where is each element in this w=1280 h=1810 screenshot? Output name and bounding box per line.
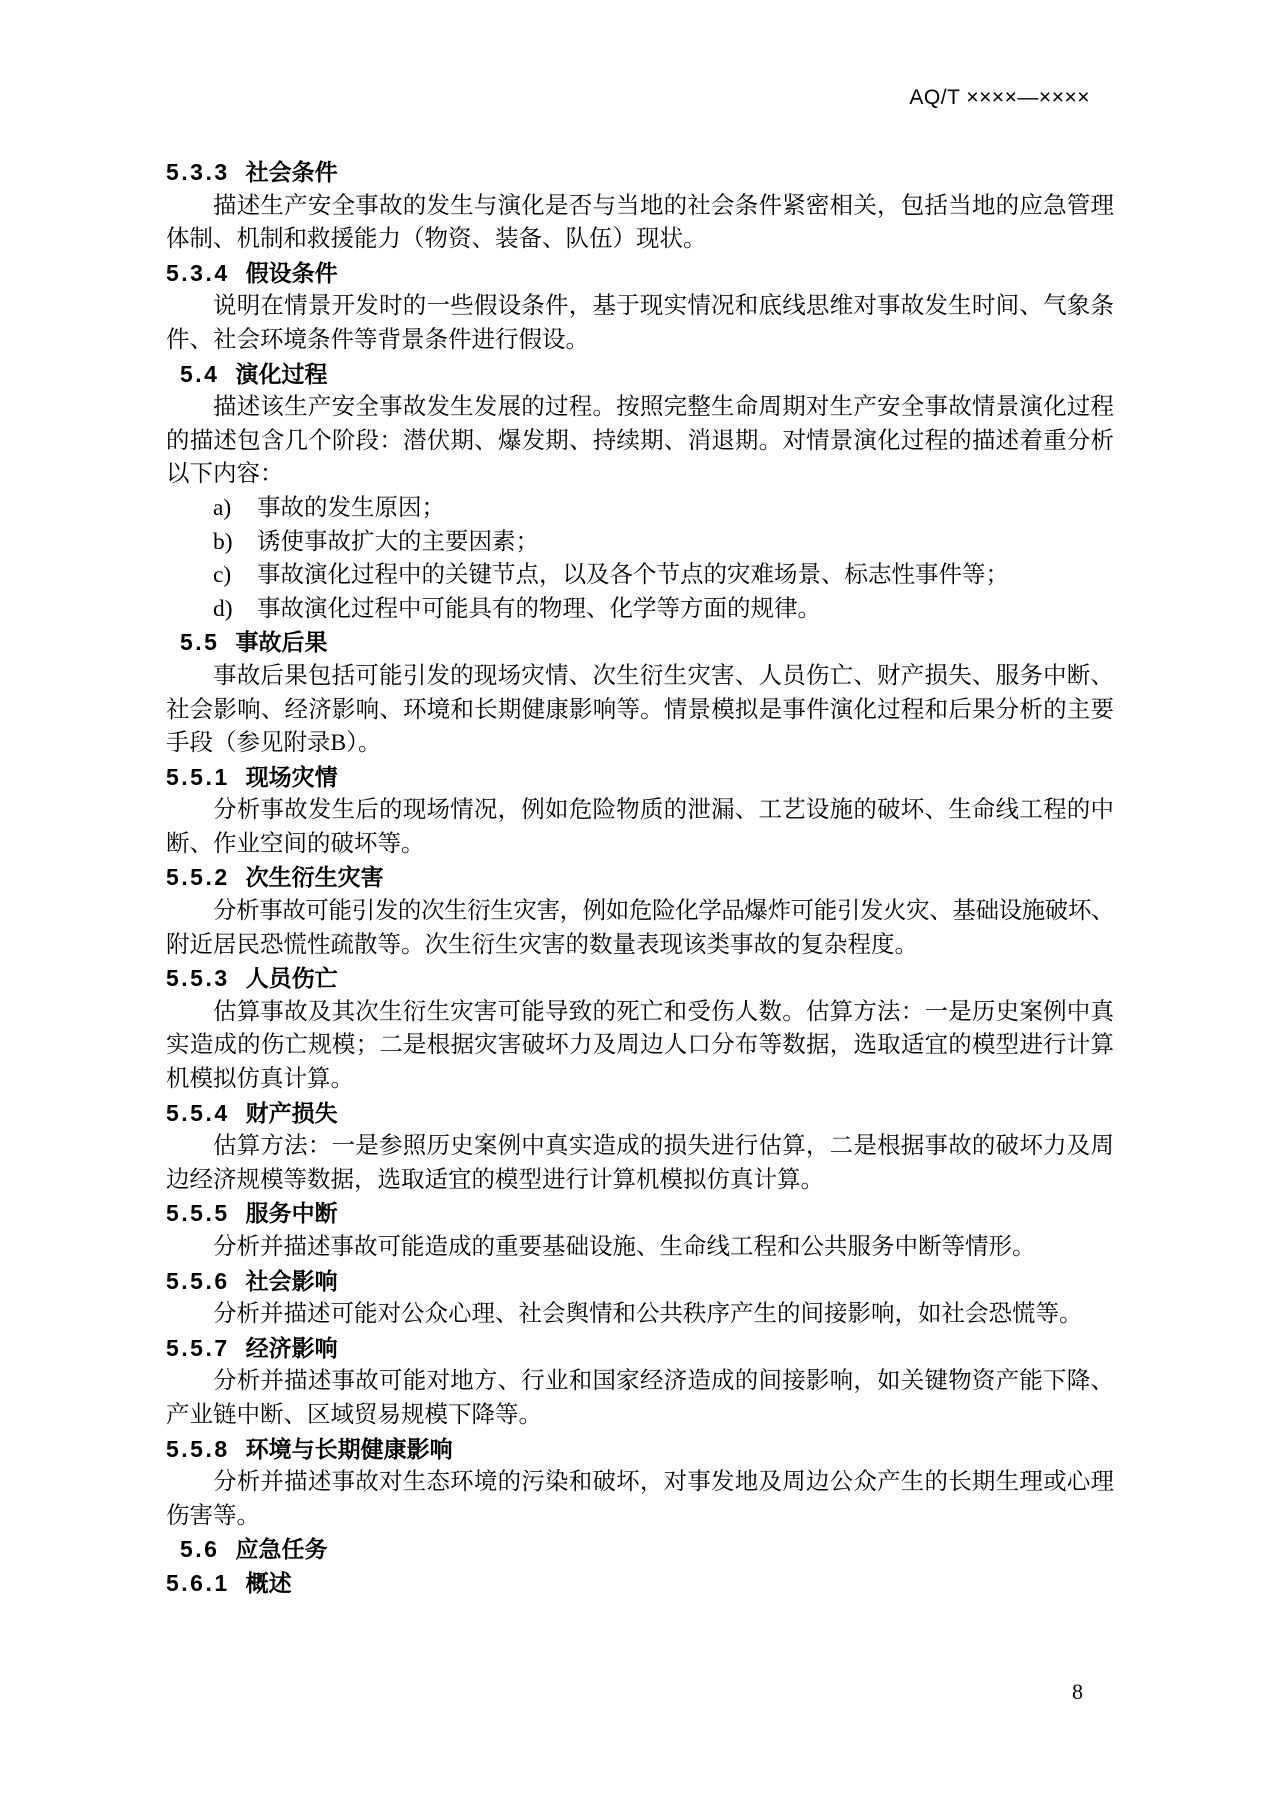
clause-number: 5.6	[180, 1536, 220, 1563]
list-marker: b)	[213, 528, 233, 555]
clause-number: 5.6.1	[166, 1569, 230, 1596]
page-number: 8	[1072, 1679, 1083, 1704]
clause-title: 社会影响	[245, 1267, 338, 1294]
clause-number: 5.5.6	[166, 1267, 230, 1294]
paragraph-line: 产业链中断、区域贸易规模下降等。	[166, 1401, 542, 1428]
paragraph-line: 描述该生产安全事故发生发展的过程。按照完整生命周期对生产安全事故情景演化过程	[213, 394, 1114, 421]
clause-number: 5.5.5	[166, 1200, 230, 1227]
paragraph-line: 分析事故可能引发的次生衍生灾害，例如危险化学品爆炸可能引发火灾、基础设施破坏、	[213, 898, 1114, 925]
clause-title: 次生衍生灾害	[245, 864, 384, 891]
clause-title: 经济影响	[245, 1334, 338, 1361]
list-marker: a)	[213, 494, 232, 521]
clause-heading	[166, 257, 1114, 291]
clause-number: 5.5.1	[166, 763, 230, 790]
clause-heading	[166, 156, 1114, 190]
clause-title: 财产损失	[245, 1099, 338, 1126]
paragraph-line: 分析并描述可能对公众心理、社会舆情和公共秩序产生的间接影响，如社会恐慌等。	[213, 1301, 1083, 1328]
paragraph-line: 手段（参见附录B）。	[166, 730, 382, 757]
paragraph-line: 机模拟仿真计算。	[166, 1066, 354, 1093]
clause-heading	[166, 1433, 1114, 1467]
list-item	[166, 559, 1114, 593]
list-item-text: 事故演化过程中的关键节点，以及各个节点的灾难场景、标志性事件等；	[257, 562, 1009, 589]
list-item	[166, 593, 1114, 627]
clause-heading	[166, 1097, 1114, 1131]
clause-title: 服务中断	[245, 1200, 338, 1227]
paragraph-line: 附近居民恐慌性疏散等。次生衍生灾害的数量表现该类事故的复杂程度。	[166, 931, 918, 958]
clause-heading	[166, 1332, 1114, 1366]
paragraph-line: 事故后果包括可能引发的现场灾情、次生衍生灾害、人员伤亡、财产损失、服务中断、	[213, 662, 1114, 689]
list-marker: d)	[213, 595, 233, 622]
paragraph-line: 边经济规模等数据，选取适宜的模型进行计算机模拟仿真计算。	[166, 1166, 824, 1193]
clause-heading	[166, 861, 1114, 895]
clause-number: 5.5	[180, 629, 220, 656]
paragraph-line: 以下内容：	[166, 461, 284, 488]
clause-title: 人员伤亡	[245, 965, 338, 992]
clause-number: 5.5.3	[166, 965, 230, 992]
clause-title: 社会条件	[245, 159, 338, 185]
clause-heading	[166, 1265, 1114, 1299]
list-item	[166, 526, 1114, 560]
clause-number: 5.3.4	[166, 259, 230, 286]
paragraph-line: 说明在情景开发时的一些假设条件，基于现实情况和底线思维对事故发生时间、气象条	[213, 293, 1114, 320]
list-item-text: 诱使事故扩大的主要因素；	[257, 528, 539, 555]
clause-heading	[166, 358, 1114, 392]
paragraph-line: 伤害等。	[166, 1502, 260, 1529]
clause-number: 5.4	[180, 360, 220, 387]
clause-heading	[166, 1533, 1114, 1567]
paragraph-line: 估算方法：一是参照历史案例中真实造成的损失进行估算，二是根据事故的破坏力及周	[213, 1133, 1114, 1160]
clause-title: 应急任务	[235, 1536, 328, 1563]
clause-title: 事故后果	[235, 629, 328, 656]
paragraph-line: 分析并描述事故可能造成的重要基础设施、生命线工程和公共服务中断等情形。	[213, 1234, 1036, 1260]
clause-heading	[166, 962, 1114, 996]
clause-number: 5.5.8	[166, 1435, 230, 1462]
list-marker: c)	[213, 562, 232, 589]
paragraph-line: 实造成的伤亡规模；二是根据灾害破坏力及周边人口分布等数据，选取适宜的模型进行计算	[166, 1032, 1114, 1059]
clause-heading	[166, 1567, 1114, 1601]
paragraph-line: 分析事故发生后的现场情况，例如危险物质的泄漏、工艺设施的破坏、生命线工程的中	[213, 797, 1114, 824]
paragraph-line: 社会影响、经济影响、环境和长期健康影响等。情景模拟是事件演化过程和后果分析的主要	[166, 696, 1114, 723]
clause-title: 假设条件	[245, 259, 338, 286]
paragraph-line: 描述生产安全事故的发生与演化是否与当地的社会条件紧密相关，包括当地的应急管理	[213, 192, 1114, 219]
clause-title: 现场灾情	[245, 763, 338, 790]
clause-title: 环境与长期健康影响	[245, 1435, 453, 1462]
paragraph-line: 分析并描述事故对生态环境的污染和破坏，对事发地及周边公众产生的长期生理或心理	[213, 1469, 1114, 1496]
document-body	[166, 156, 1114, 1601]
list-item-text: 事故的发生原因；	[257, 494, 445, 521]
clause-number: 5.5.2	[166, 864, 230, 891]
page-header-standard-number: AQ/T ××××—××××	[909, 86, 1090, 109]
list-item-text: 事故演化过程中可能具有的物理、化学等方面的规律。	[257, 595, 821, 622]
clause-number: 5.3.3	[166, 159, 230, 185]
clause-heading	[166, 1197, 1114, 1231]
clause-heading	[166, 761, 1114, 795]
paragraph-line: 断、作业空间的破坏等。	[166, 830, 425, 857]
paragraph-line: 的描述包含几个阶段：潜伏期、爆发期、持续期、消退期。对情景演化过程的描述着重分析	[166, 427, 1114, 454]
list-item	[166, 492, 1114, 526]
paragraph-line: 件、社会环境条件等背景条件进行假设。	[166, 326, 589, 353]
clause-number: 5.5.4	[166, 1099, 230, 1126]
clause-title: 概述	[245, 1569, 292, 1596]
clause-number: 5.5.7	[166, 1334, 230, 1361]
paragraph-line: 分析并描述事故可能对地方、行业和国家经济造成的间接影响，如关键物资产能下降、	[213, 1368, 1114, 1395]
clause-heading	[166, 626, 1114, 660]
paragraph-line: 估算事故及其次生衍生灾害可能导致的死亡和受伤人数。估算方法：一是历史案例中真	[213, 998, 1114, 1025]
paragraph-line: 体制、机制和救援能力（物资、装备、队伍）现状。	[166, 226, 707, 253]
clause-title: 演化过程	[235, 360, 328, 387]
